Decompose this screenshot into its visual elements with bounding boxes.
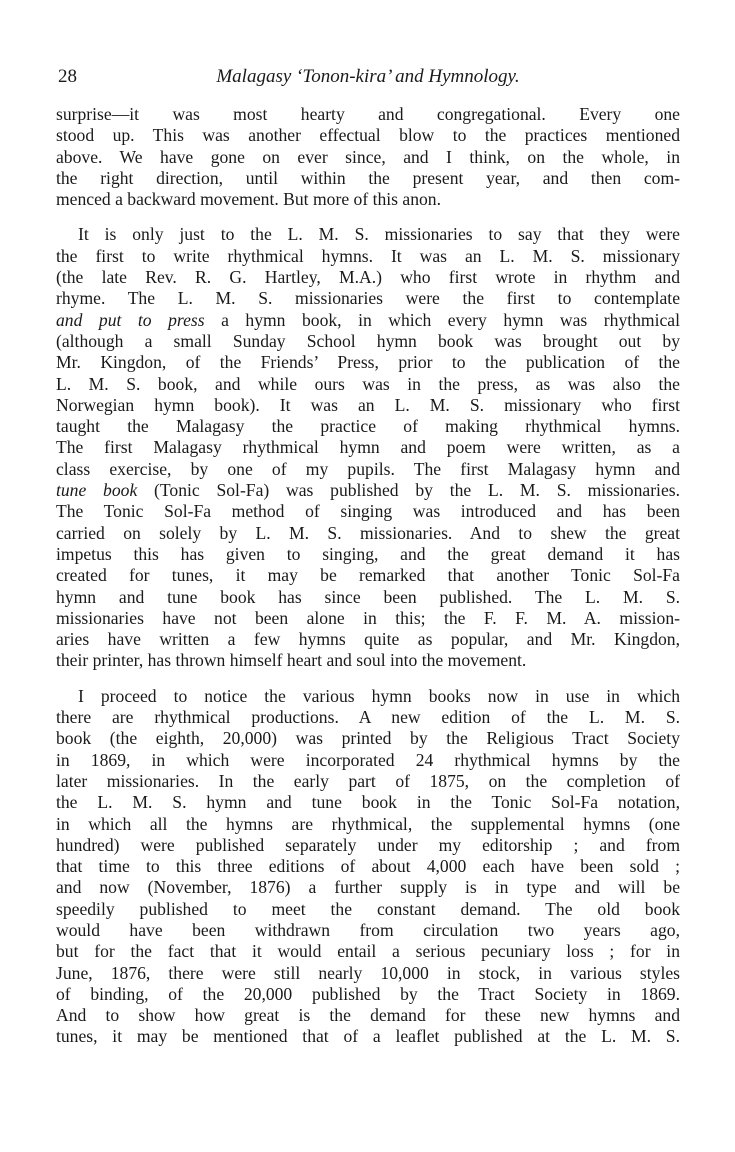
text-line: tunes, it may be mentioned that of a leaflet published at the L. M. S.: [56, 1026, 680, 1047]
text-line: that time to this three editions of about 4,000 each have been sold ;: [56, 856, 680, 877]
text-line: the right direction, until within the present year, and then com-: [56, 167, 680, 188]
text-line: impetus this has given to singing, and the great demand it has: [56, 543, 680, 564]
page-number: 28: [58, 66, 77, 87]
text-line: (the late Rev. R. G. Hartley, M.A.) who first wrote in rhythm and: [56, 267, 680, 288]
paragraph-1: [56, 104, 680, 210]
text-line: surprise—it was most hearty and congregational. Every one: [56, 104, 680, 124]
text-line: Mr. Kingdon, of the Friends’ Press, prior to the publication of the: [56, 352, 680, 373]
text-line: and put to press a hymn book, in which every hymn was rhythmical: [56, 309, 681, 330]
text-line: but for the fact that it would entail a serious pecuniary loss ; for in: [56, 941, 680, 962]
running-title: Malagasy ‘Tonon-kira’ and Hymnology.: [216, 66, 520, 87]
paragraph-3: [56, 686, 680, 1048]
text-line: class exercise, by one of my pupils. The first Malagasy hymn and: [56, 458, 680, 479]
text-line: speedily published to meet the constant demand. The old book: [56, 898, 680, 919]
text-line: stood up. This was another effectual blow to the practices mentioned: [56, 125, 680, 146]
text-line: Norwegian hymn book). It was an L. M. S. missionary who first: [56, 394, 680, 415]
text-line: aries have written a few hymns quite as popular, and Mr. Kingdon,: [56, 629, 680, 650]
text-line: there are rhythmical productions. A new edition of the L. M. S.: [56, 707, 680, 728]
paragraph-2: [56, 224, 680, 671]
text-line: in which all the hymns are rhythmical, the supplemental hymns (one: [56, 813, 680, 834]
text-line: would have been withdrawn from circulation two years ago,: [56, 919, 680, 940]
text-line: rhyme. The L. M. S. missionaries were the first to contemplate: [56, 288, 680, 309]
text-line: in 1869, in which were incorporated 24 rhythmical hymns by the: [56, 749, 680, 770]
book-page: [56, 62, 680, 1048]
text-line: and now (November, 1876) a further supply is in type and will be: [56, 877, 680, 898]
text-line: tune book (Tonic Sol-Fa) was published by the L. M. S. missionaries.: [56, 480, 681, 501]
text-line: And to show how great is the demand for these new hymns and: [56, 1005, 680, 1026]
text-line: missionaries have not been alone in this; the F. F. M. A. mission-: [56, 607, 680, 628]
text-line: their printer, has thrown himself heart and soul into the movement.: [56, 650, 527, 671]
text-line: The Tonic Sol-Fa method of singing was introduced and has been: [56, 501, 680, 522]
text-line: above. We have gone on ever since, and I think, on the whole, in: [56, 146, 680, 167]
text-line: L. M. S. book, and while ours was in the press, as was also the: [56, 373, 680, 394]
text-line: hymn and tune book has since been published. The L. M. S.: [56, 586, 680, 607]
text-line: I proceed to notice the various hymn books now in use in which: [78, 685, 680, 706]
paragraph-gap: [56, 210, 680, 224]
text-line: taught the Malagasy the practice of making rhythmical hymns.: [56, 416, 680, 437]
paragraph-gap: [56, 672, 680, 686]
text-line: hundred) were published separately under my editorship ; and from: [56, 834, 680, 855]
text-line: It is only just to the L. M. S. missionaries to say that they were: [78, 224, 680, 245]
text-line: of binding, of the 20,000 published by the Tract Society in 1869.: [56, 983, 680, 1004]
text-line: the L. M. S. hymn and tune book in the Tonic Sol-Fa notation,: [56, 792, 680, 813]
text-line: The first Malagasy rhythmical hymn and poem were written, as a: [56, 437, 680, 458]
text-line: menced a backward movement. But more of this anon.: [56, 189, 441, 210]
text-line: June, 1876, there were still nearly 10,000 in stock, in various styles: [56, 962, 680, 983]
text-line: (although a small Sunday School hymn book was brought out by: [56, 330, 680, 351]
text-line: book (the eighth, 20,000) was printed by the Religious Tract Society: [56, 728, 680, 749]
page-header: [56, 62, 680, 94]
body-text: [56, 104, 680, 1048]
text-line: the first to write rhythmical hymns. It was an L. M. S. missionary: [56, 245, 680, 266]
text-line: carried on solely by L. M. S. missionaries. And to shew the great: [56, 522, 680, 543]
text-line: created for tunes, it may be remarked that another Tonic Sol-Fa: [56, 565, 680, 586]
text-line: later missionaries. In the early part of 1875, on the completion of: [56, 770, 680, 791]
